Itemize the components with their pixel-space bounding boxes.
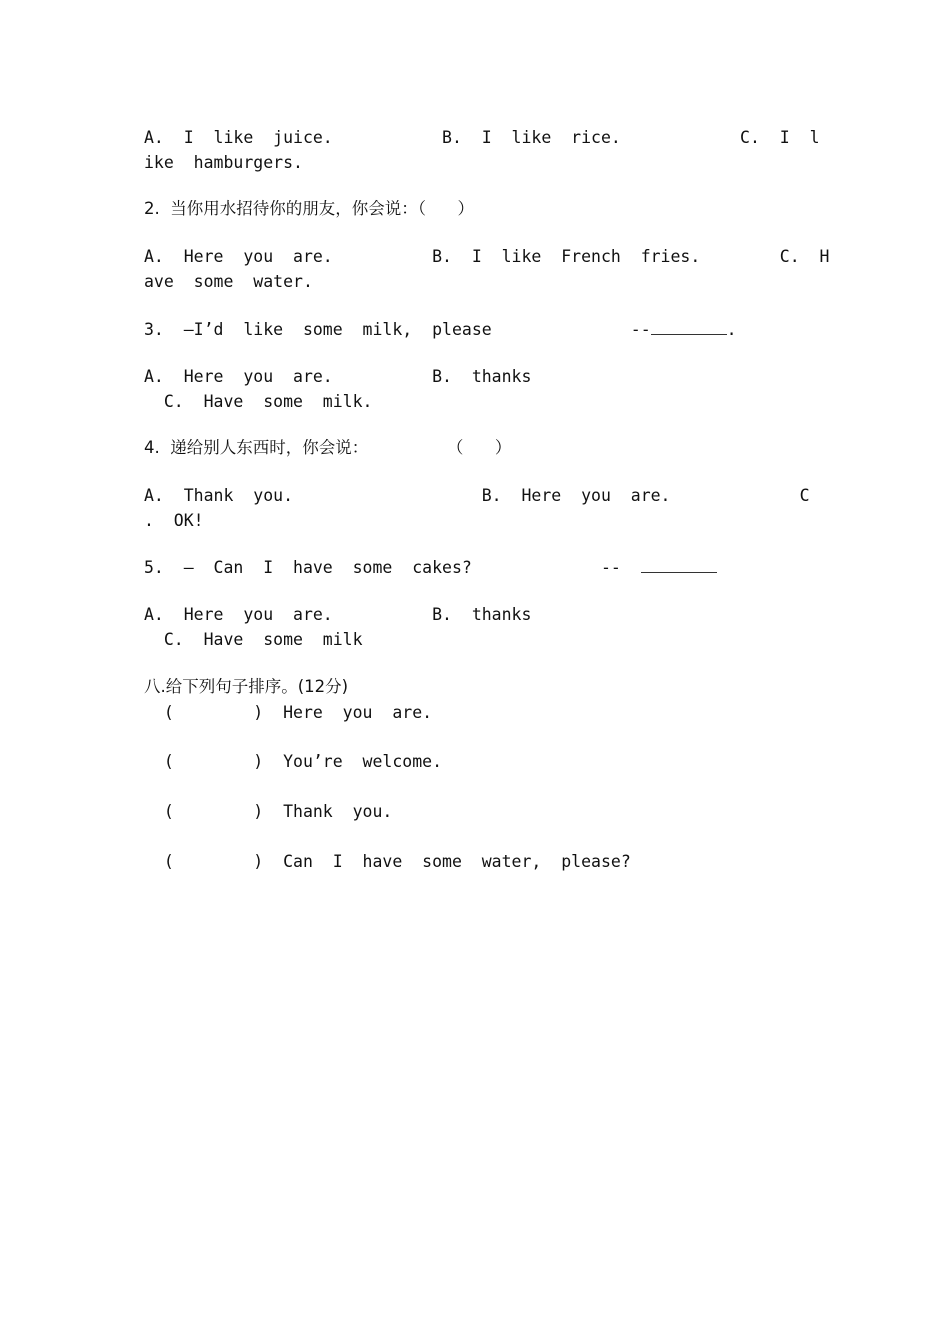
q4-options-line-2: . OK! (144, 511, 204, 530)
q4-stem: 4. 递给别人东西时，你会说： （ ） (144, 438, 512, 457)
q2-options-line-2: ave some water. (144, 272, 313, 291)
q5-options-line-2: C. Have some milk (144, 630, 363, 649)
q3-options-line-1: A. Here you are. B. thanks (144, 367, 532, 386)
q5-answer-blank[interactable] (641, 558, 717, 573)
order-item: ( ) Here you are. (144, 703, 433, 722)
q5-stem (144, 558, 717, 578)
order-item: ( ) You’re welcome. (144, 752, 443, 771)
order-item: ( ) Can I have some water, please? (144, 852, 631, 871)
q3-stem-period: . (726, 320, 737, 339)
q2-options-line-1: A. Here you are. B. I like French fries. C. H (144, 247, 830, 266)
q4-options-line-1: A. Thank you. B. Here you are. C (144, 486, 810, 505)
q3-stem (144, 320, 737, 340)
q3-answer-blank[interactable] (651, 320, 727, 335)
q5-stem-text: 5. – Can I have some cakes? -- (144, 558, 621, 577)
q2-stem: 2. 当你用水招待你的朋友，你会说：（ ） (144, 199, 474, 218)
q3-options-line-2: C. Have some milk. (144, 392, 373, 411)
q1-options-line-2: ike hamburgers. (144, 153, 303, 172)
q5-options-line-1: A. Here you are. B. thanks (144, 605, 532, 624)
section-8-title: 八.给下列句子排序。(12分) (144, 677, 349, 696)
q3-stem-text: 3. –I’d like some milk, please -- (144, 320, 651, 339)
order-item: ( ) Thank you. (144, 802, 393, 821)
q1-options-line-1: A. I like juice. B. I like rice. C. I l (144, 128, 820, 147)
